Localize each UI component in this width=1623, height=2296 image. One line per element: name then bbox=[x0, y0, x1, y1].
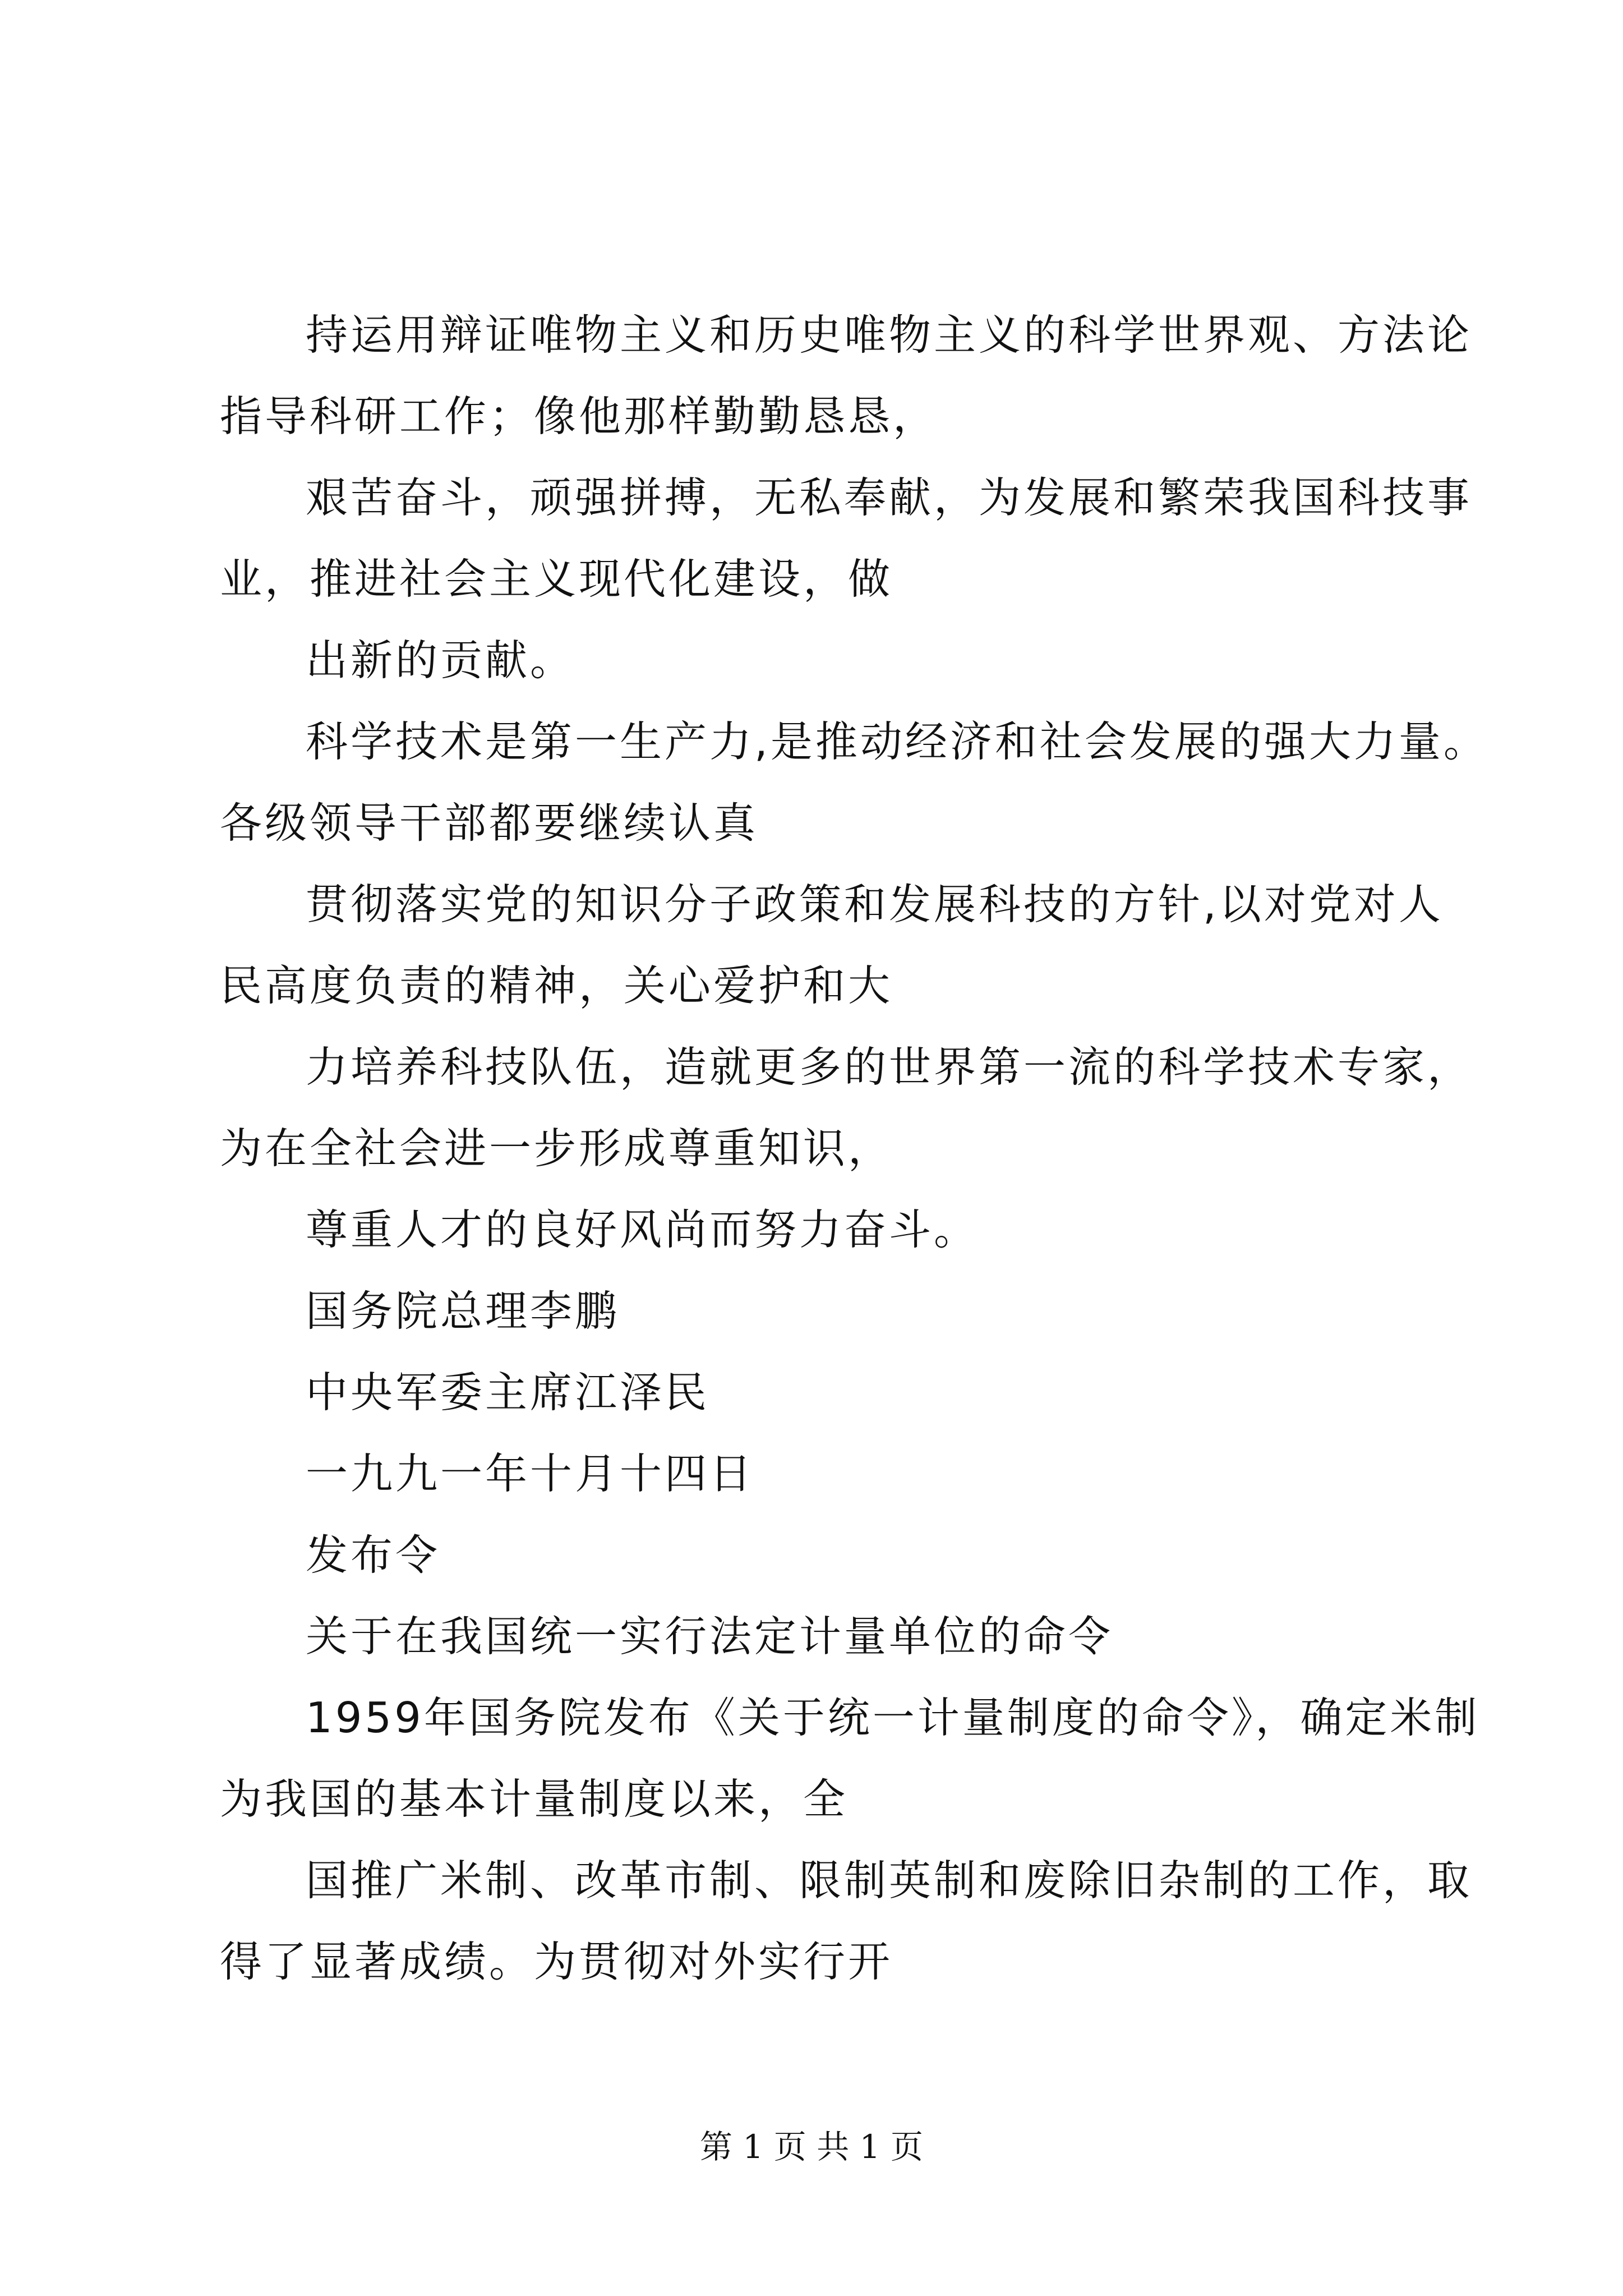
text-line: 贯彻落实党的知识分子政策和发展科技的方针,以对党对人 bbox=[306, 880, 1444, 929]
text-line: 出新的贡献。 bbox=[306, 636, 575, 685]
section-heading: 发布令 bbox=[306, 1530, 441, 1580]
text-line: 尊重人才的良好风尚而努力奋斗。 bbox=[306, 1205, 979, 1254]
text-line: 为我国的基本计量制度以来，全 bbox=[220, 1774, 849, 1824]
signatory-line: 国务院总理李鹏 bbox=[306, 1286, 620, 1336]
order-title: 关于在我国统一实行法定计量单位的命令 bbox=[306, 1612, 1114, 1661]
text-line: 国推广米制、改革市制、限制英制和废除旧杂制的工作，取 bbox=[306, 1856, 1473, 1905]
text-line: 为在全社会进一步形成尊重知识， bbox=[220, 1124, 893, 1173]
text-line: 1959年国务院发布《关于统一计量制度的命令》，确定米制 bbox=[306, 1693, 1480, 1742]
text-line: 民高度负责的精神，关心爱护和大 bbox=[220, 961, 893, 1010]
signatory-line: 中央军委主席江泽民 bbox=[306, 1368, 710, 1417]
text-line: 力培养科技队伍，造就更多的世界第一流的科学技术专家， bbox=[306, 1042, 1473, 1092]
text-line: 业，推进社会主义现代化建设，做 bbox=[220, 554, 893, 604]
text-line: 持运用辩证唯物主义和历史唯物主义的科学世界观、方法论 bbox=[306, 310, 1473, 360]
text-line: 得了显著成绩。为贯彻对外实行开 bbox=[220, 1937, 893, 1986]
text-line: 各级领导干部都要继续认真 bbox=[220, 798, 759, 848]
text-line: 艰苦奋斗，顽强拼搏，无私奉献，为发展和繁荣我国科技事 bbox=[306, 473, 1473, 522]
text-line: 科学技术是第一生产力,是推动经济和社会发展的强大力量。 bbox=[306, 717, 1488, 766]
page-number-footer: 第 1 页 共 1 页 bbox=[700, 2128, 923, 2166]
date-line: 一九九一年十月十四日 bbox=[306, 1449, 755, 1498]
text-line: 指导科研工作；像他那样勤勤恳恳， bbox=[220, 392, 938, 441]
